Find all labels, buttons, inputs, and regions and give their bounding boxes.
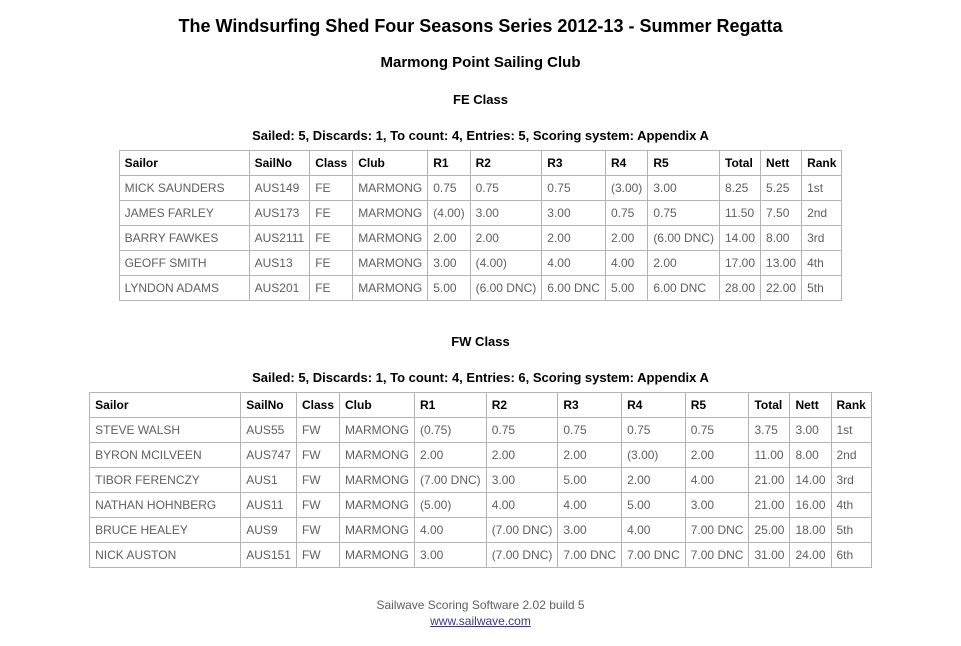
table-cell: AUS11 [241, 493, 297, 518]
class-section-fw [0, 334, 961, 568]
table-cell: 0.75 [486, 418, 558, 443]
table-row [119, 276, 842, 301]
class-heading: FW Class [451, 334, 510, 349]
table-cell: (7.00 DNC) [486, 543, 558, 568]
header-row [119, 151, 842, 176]
table-cell: 3.00 [790, 418, 831, 443]
page-footer [0, 598, 961, 629]
table-cell: 5th [802, 276, 842, 301]
table-cell: MARMONG [353, 176, 428, 201]
column-header: Sailor [90, 393, 241, 418]
column-header: R3 [542, 151, 606, 176]
table-cell: 5.00 [558, 468, 622, 493]
table-cell: 2.00 [622, 468, 686, 493]
column-header: R2 [470, 151, 542, 176]
table-cell: TIBOR FERENCZY [90, 468, 241, 493]
table-cell: 2nd [831, 443, 871, 468]
table-cell: AUS13 [249, 251, 310, 276]
table-cell: 2.00 [605, 226, 647, 251]
table-cell: FE [310, 176, 353, 201]
table-cell: 8.25 [720, 176, 761, 201]
table-cell: STEVE WALSH [90, 418, 241, 443]
table-cell: MARMONG [340, 543, 415, 568]
table-cell: 7.00 DNC [685, 543, 749, 568]
table-cell: 7.00 DNC [685, 518, 749, 543]
table-cell: 14.00 [790, 468, 831, 493]
table-cell: 3.00 [648, 176, 720, 201]
table-cell: 3.00 [558, 518, 622, 543]
column-header: SailNo [241, 393, 297, 418]
table-cell: 2.00 [685, 443, 749, 468]
class-section-fe [0, 92, 961, 301]
column-header: Class [310, 151, 353, 176]
table-cell: MARMONG [340, 518, 415, 543]
column-header: R1 [415, 393, 487, 418]
table-cell: JAMES FARLEY [119, 201, 249, 226]
table-cell: 0.75 [685, 418, 749, 443]
column-header: Club [353, 151, 428, 176]
table-cell: (4.00) [470, 251, 542, 276]
table-cell: FE [310, 251, 353, 276]
table-cell: 7.00 DNC [558, 543, 622, 568]
table-cell: MARMONG [340, 493, 415, 518]
table-cell: BYRON MCILVEEN [90, 443, 241, 468]
table-cell: FW [296, 468, 339, 493]
table-cell: AUS55 [241, 418, 297, 443]
table-cell: (7.00 DNC) [415, 468, 487, 493]
table-cell: (3.00) [622, 443, 686, 468]
column-header: R5 [685, 393, 749, 418]
sailwave-link[interactable]: www.sailwave.com [430, 614, 531, 628]
table-cell: 25.00 [749, 518, 790, 543]
table-cell: 1st [831, 418, 871, 443]
club-subtitle: Marmong Point Sailing Club [380, 54, 581, 71]
table-cell: 3.00 [685, 493, 749, 518]
table-cell: FW [296, 518, 339, 543]
footer-link-line [0, 613, 961, 629]
table-cell: 6.00 DNC [648, 276, 720, 301]
table-cell: FE [310, 226, 353, 251]
results-table-fe [119, 150, 843, 301]
table-cell: 3.00 [542, 201, 606, 226]
table-cell: (4.00) [428, 201, 470, 226]
table-cell: 4.00 [542, 251, 606, 276]
table-cell: 4.00 [486, 493, 558, 518]
table-cell: NATHAN HOHNBERG [90, 493, 241, 518]
table-cell: 16.00 [790, 493, 831, 518]
table-cell: 0.75 [648, 201, 720, 226]
table-cell: LYNDON ADAMS [119, 276, 249, 301]
column-header: Sailor [119, 151, 249, 176]
table-cell: 0.75 [622, 418, 686, 443]
table-cell: 2.00 [415, 443, 487, 468]
table-cell: 0.75 [428, 176, 470, 201]
table-cell: 5.00 [622, 493, 686, 518]
column-header: Class [296, 393, 339, 418]
table-cell: 0.75 [542, 176, 606, 201]
table-row [119, 226, 842, 251]
table-cell: BARRY FAWKES [119, 226, 249, 251]
table-cell: 21.00 [749, 468, 790, 493]
table-cell: MARMONG [340, 418, 415, 443]
table-cell: MICK SAUNDERS [119, 176, 249, 201]
table-cell: 2nd [802, 201, 842, 226]
table-cell: 28.00 [720, 276, 761, 301]
table-cell: 2.00 [470, 226, 542, 251]
table-cell: (5.00) [415, 493, 487, 518]
table-cell: 4.00 [558, 493, 622, 518]
table-cell: 0.75 [605, 201, 647, 226]
table-cell: 2.00 [558, 443, 622, 468]
table-cell: 2.00 [542, 226, 606, 251]
table-cell: 3.00 [486, 468, 558, 493]
table-cell: 4.00 [605, 251, 647, 276]
column-header: Rank [831, 393, 871, 418]
table-cell: 11.50 [720, 201, 761, 226]
table-cell: AUS151 [241, 543, 297, 568]
column-header: Total [749, 393, 790, 418]
table-row [119, 251, 842, 276]
column-header: R2 [486, 393, 558, 418]
table-cell: 24.00 [790, 543, 831, 568]
table-cell: 21.00 [749, 493, 790, 518]
table-cell: FW [296, 418, 339, 443]
table-cell: AUS2111 [249, 226, 310, 251]
table-cell: 3.75 [749, 418, 790, 443]
table-cell: 31.00 [749, 543, 790, 568]
header-row [90, 393, 872, 418]
table-cell: 7.50 [761, 201, 802, 226]
scoring-summary: Sailed: 5, Discards: 1, To count: 4, Entries: 5, Scoring system: Appendix A [252, 128, 709, 143]
table-cell: 1st [802, 176, 842, 201]
table-cell: 5.25 [761, 176, 802, 201]
table-cell: FE [310, 276, 353, 301]
table-cell: MARMONG [353, 251, 428, 276]
column-header: R3 [558, 393, 622, 418]
table-cell: (7.00 DNC) [486, 518, 558, 543]
table-cell: AUS201 [249, 276, 310, 301]
table-cell: NICK AUSTON [90, 543, 241, 568]
table-cell: 4.00 [415, 518, 487, 543]
table-cell: AUS747 [241, 443, 297, 468]
column-header: R5 [648, 151, 720, 176]
table-cell: 2.00 [648, 251, 720, 276]
table-cell: AUS149 [249, 176, 310, 201]
table-row [90, 493, 872, 518]
table-cell: 4.00 [622, 518, 686, 543]
table-cell: 4th [802, 251, 842, 276]
table-cell: 2.00 [486, 443, 558, 468]
table-cell: 6.00 DNC [542, 276, 606, 301]
table-cell: FW [296, 493, 339, 518]
table-cell: 0.75 [470, 176, 542, 201]
table-cell: 6th [831, 543, 871, 568]
table-row [119, 176, 842, 201]
table-row [90, 518, 872, 543]
table-cell: AUS9 [241, 518, 297, 543]
table-cell: 22.00 [761, 276, 802, 301]
table-cell: 2.00 [428, 226, 470, 251]
column-header: Total [720, 151, 761, 176]
table-cell: 8.00 [790, 443, 831, 468]
column-header: Rank [802, 151, 842, 176]
table-row [90, 543, 872, 568]
table-cell: 3.00 [428, 251, 470, 276]
table-cell: 5.00 [605, 276, 647, 301]
table-cell: BRUCE HEALEY [90, 518, 241, 543]
table-cell: 4th [831, 493, 871, 518]
table-cell: 8.00 [761, 226, 802, 251]
table-cell: MARMONG [340, 468, 415, 493]
table-row [90, 418, 872, 443]
column-header: Nett [790, 393, 831, 418]
table-cell: MARMONG [353, 226, 428, 251]
table-cell: MARMONG [353, 276, 428, 301]
column-header: R4 [622, 393, 686, 418]
table-cell: (6.00 DNC) [648, 226, 720, 251]
table-cell: 7.00 DNC [622, 543, 686, 568]
table-cell: FW [296, 543, 339, 568]
table-cell: 3rd [802, 226, 842, 251]
results-table-fw [89, 392, 872, 568]
table-cell: 3rd [831, 468, 871, 493]
table-cell: 5.00 [428, 276, 470, 301]
column-header: Club [340, 393, 415, 418]
table-cell: AUS1 [241, 468, 297, 493]
table-cell: (6.00 DNC) [470, 276, 542, 301]
results-page [0, 16, 961, 629]
table-cell: 11.00 [749, 443, 790, 468]
column-header: SailNo [249, 151, 310, 176]
table-cell: 0.75 [558, 418, 622, 443]
column-header: Nett [761, 151, 802, 176]
scoring-summary: Sailed: 5, Discards: 1, To count: 4, Entries: 6, Scoring system: Appendix A [252, 370, 709, 385]
table-cell: 3.00 [415, 543, 487, 568]
class-heading: FE Class [453, 92, 508, 107]
table-cell: 5th [831, 518, 871, 543]
footer-credit: Sailwave Scoring Software 2.02 build 5 [376, 598, 585, 612]
table-cell: (3.00) [605, 176, 647, 201]
table-cell: MARMONG [340, 443, 415, 468]
table-cell: 3.00 [470, 201, 542, 226]
table-cell: 18.00 [790, 518, 831, 543]
table-cell: 14.00 [720, 226, 761, 251]
table-row [90, 443, 872, 468]
table-cell: GEOFF SMITH [119, 251, 249, 276]
table-cell: 17.00 [720, 251, 761, 276]
page-title: The Windsurfing Shed Four Seasons Series 2012-13 - Summer Regatta [178, 16, 783, 36]
column-header: R1 [428, 151, 470, 176]
table-cell: FE [310, 201, 353, 226]
table-cell: AUS173 [249, 201, 310, 226]
table-cell: FW [296, 443, 339, 468]
table-row [90, 468, 872, 493]
table-row [119, 201, 842, 226]
table-cell: 4.00 [685, 468, 749, 493]
column-header: R4 [605, 151, 647, 176]
table-cell: (0.75) [415, 418, 487, 443]
table-cell: MARMONG [353, 201, 428, 226]
table-cell: 13.00 [761, 251, 802, 276]
